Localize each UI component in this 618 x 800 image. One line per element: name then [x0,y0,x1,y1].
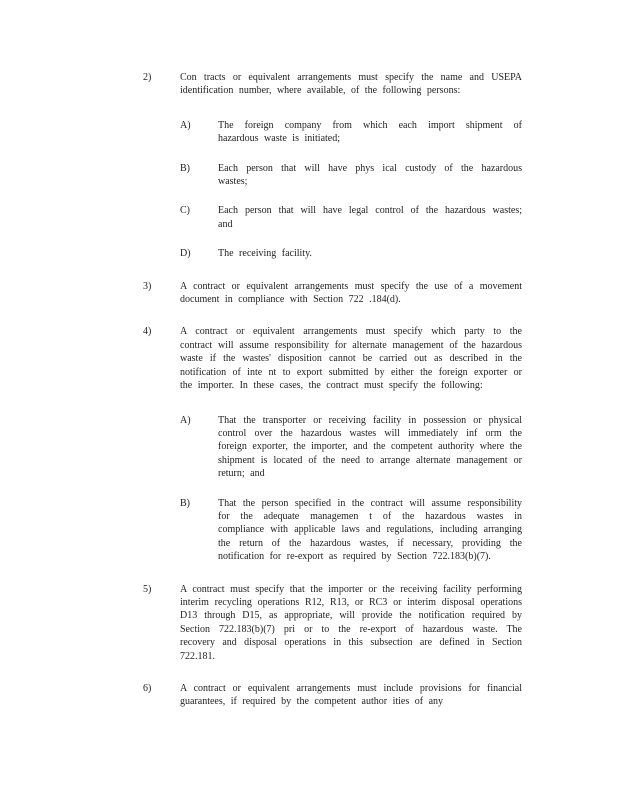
item-body [180,280,522,307]
sub-item-letter: A) [180,414,191,426]
item-text: A contract or equivalent arrangements must specify which party to the contract will assume responsibility for alternate management of the hazardous waste if the wastes' disposition cannot be carried out as described in the notification of inte nt to export submitted by either the foreign exporter or the importer. In these cases, the contract must specify the following: [180,326,522,392]
sub-item-body [218,119,522,146]
sub-item-text: Each person that will have phys ical custody of the hazardous wastes; [218,162,522,188]
item-text: A contract or equivalent arrangements must specify the use of a movement document in compliance with Section 722 .184(d). [180,280,522,306]
list-item-3 [143,280,522,307]
item-number: 6) [143,683,152,694]
item-body [180,325,522,563]
item-number: 5) [143,583,152,595]
list-item-4 [143,325,522,563]
sub-item-4a [180,414,522,481]
sub-list [180,119,522,261]
item-number: 2) [143,72,152,83]
sub-item-body [218,162,522,189]
sub-item-text: The foreign company from which each import shipment of hazardous waste is initiated; [218,119,522,145]
sub-item-body [218,247,522,260]
sub-item-body [218,414,522,481]
sub-item-2d [180,247,522,260]
sub-item-2b [180,162,522,189]
item-body [180,583,522,663]
sub-item-letter: A) [180,119,191,131]
sub-list [180,414,522,564]
sub-item-text: That the person specified in the contract will assume responsibility for the adequate managemen t of the hazardous wastes in compliance with applicable laws and regulations, including arranging the return of the hazardous wastes, if necessary, providing the notification for re-export as required by Section 722.183(b)(7). [218,497,522,563]
sub-item-2c [180,204,522,231]
sub-item-letter: D) [180,248,191,260]
sub-item-body [218,204,522,231]
item-text: A contract or equivalent arrangements must include provisions for financial guarantees, if required by the competent author ities of any [180,683,522,708]
sub-item-letter: C) [180,205,190,217]
sub-item-text: The receiving facility. [218,248,312,260]
sub-item-4b [180,497,522,564]
item-text: A contract must specify that the importer or the receiving facility performing interim recycling operations R12, R13, or RC3 or interim disposal operations D13 through D15, as appropriate, will provide the notification required by Section 722.183(b)(7) pri or to the re-export of hazardous waste. The recovery and disposal operations in this subsection are defined in Section 722.181. [180,583,522,662]
list-item-2 [143,71,522,261]
item-text: Con tracts or equivalent arrangements must specify the name and USEPA identification number, where available, of the following persons: [180,72,522,97]
sub-item-letter: B) [180,162,190,174]
item-body [180,71,522,261]
sub-item-2a [180,119,522,146]
item-number: 3) [143,280,152,292]
sub-item-letter: B) [180,497,190,509]
item-number: 4) [143,326,152,338]
sub-item-text: Each person that will have legal control of the hazardous wastes; and [218,205,522,230]
sub-item-text: That the transporter or receiving facility in possession or physical control over the hazardous wastes will immediately inf orm the foreign exporter, the importer, and the competent authority where the shipment is located of the need to arrange alternate management or return; and [218,414,522,480]
list-item-5 [143,583,522,663]
sub-item-body [218,497,522,564]
list-item-6 [143,682,522,709]
item-body [180,682,522,709]
